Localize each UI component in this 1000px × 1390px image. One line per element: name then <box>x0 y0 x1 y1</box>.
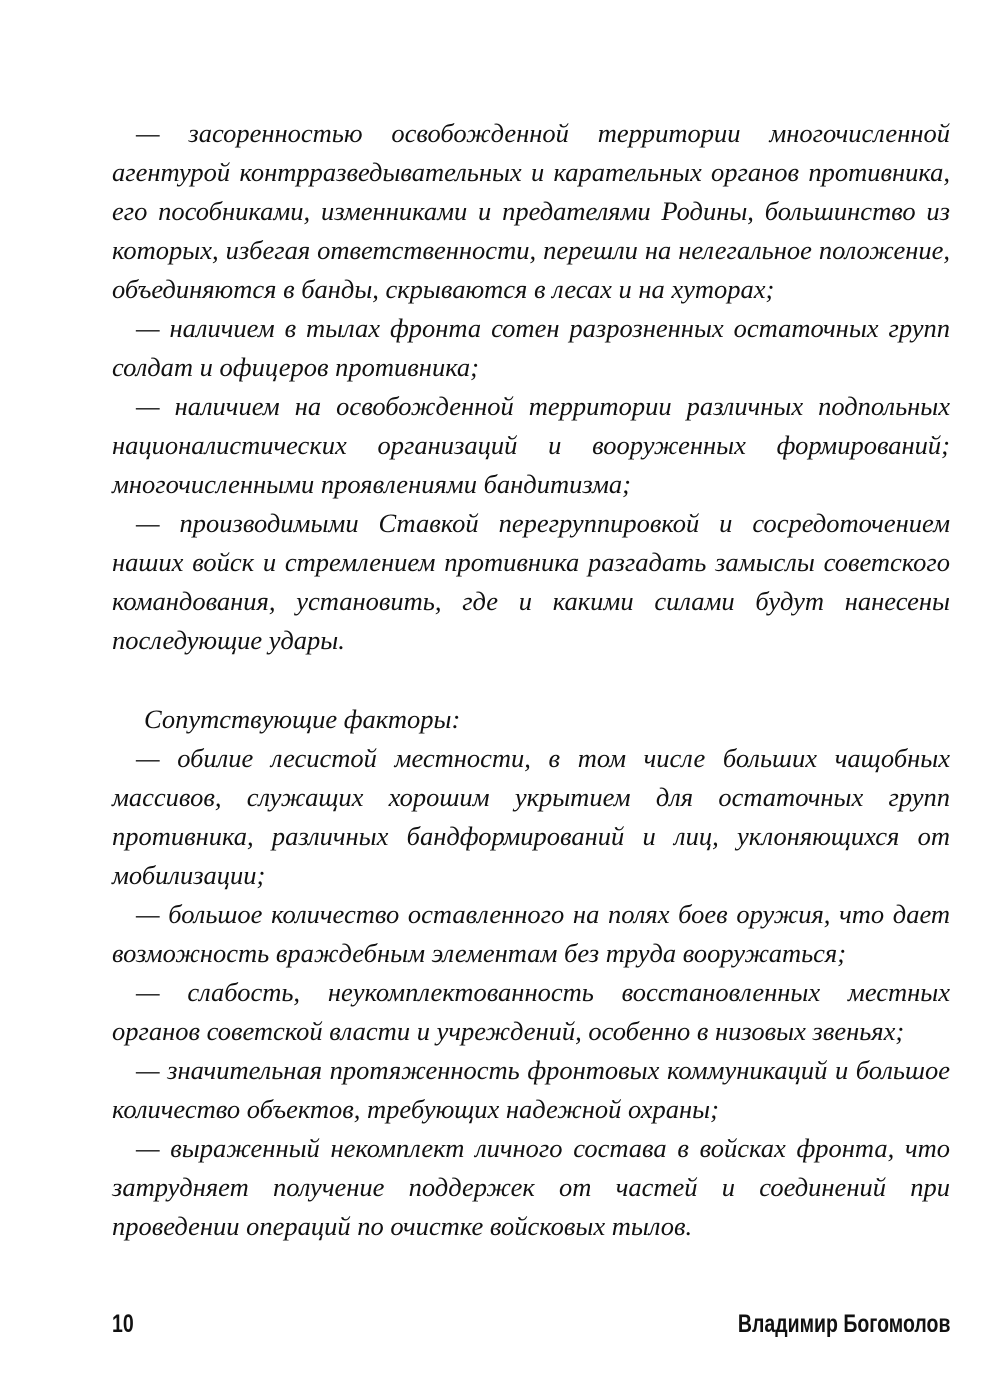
list-item: — слабость, неукомплектованность восстановленных местных органов советской власти и учреждений, особенно в низовых звеньях; <box>112 977 950 1046</box>
list-item: — большое количество оставленного на полях боев оружия, что дает возможность враждебным элементам без труда вооружаться; <box>112 899 950 968</box>
running-footer-author: Владимир Богомолов <box>737 1310 950 1338</box>
accompanying-factors-section <box>112 700 950 1246</box>
list-item: — выраженный некомплект личного состава в войсках фронта, что затрудняет получение поддержек от частей и соединений при проведении операций по очистке войсковых тылов. <box>112 1133 950 1241</box>
list-item: — обилие лесистой местности, в том числе больших чащобных массивов, служащих хорошим укрытием для остаточных групп противника, различных бандформирований и лиц, уклоняющихся от мобилизации; <box>112 743 950 890</box>
list-item: — производимыми Ставкой перегруппировкой и сосредоточением наших войск и стремлением противника разгадать замыслы советского командования, установить, где и какими силами будут нанесены последующие удары. <box>112 508 950 655</box>
list-item: — значительная протяженность фронтовых коммуникаций и большое количество объектов, требующих надежной охраны; <box>112 1055 950 1124</box>
list-item: — наличием в тылах фронта сотен разрозненных остаточных групп солдат и офицеров противника; <box>112 313 950 382</box>
threat-list-section <box>112 114 950 660</box>
list-item: — наличием на освобожденной территории различных подпольных националистических организаций и вооруженных формирований; многочисленными проявлениями бандитизма; <box>112 391 950 499</box>
list-item: — засоренностью освобожденной территории многочисленной агентурой контрразведывательных и карательных органов противника, его пособниками, изменниками и предателями Родины, большинство из которых, избегая ответственности, перешли на нелегальное положение, объединяются в банды, скрываются в лесах и на хуторах; <box>112 118 950 304</box>
page-footer <box>112 1304 950 1344</box>
section-heading: Сопутствующие факторы: <box>144 704 461 734</box>
page-number: 10 <box>112 1310 134 1338</box>
